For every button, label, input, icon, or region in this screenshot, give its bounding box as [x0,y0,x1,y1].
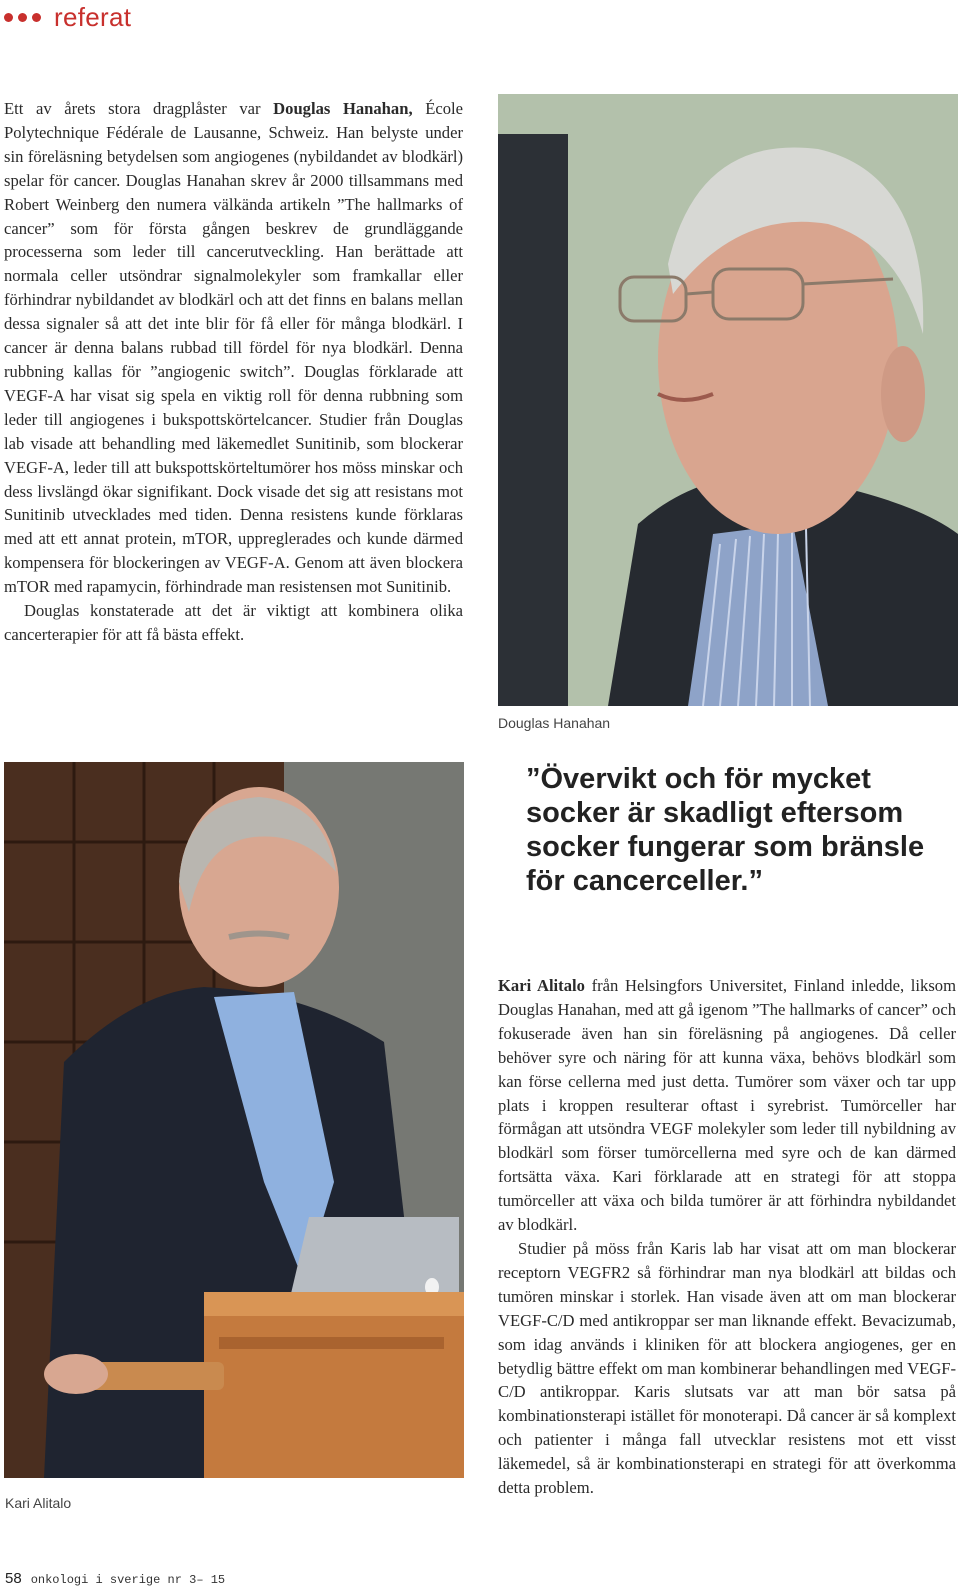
article-column-right [498,974,956,1500]
speaker-name: Kari Alitalo [498,976,585,995]
bullet-dot-icon [18,13,27,22]
paragraph: Douglas konstaterade att det är viktigt att kombinera olika cancerterapier för att få bästa effekt. [4,601,463,644]
pull-quote: ”Övervikt och för mycket socker är skadligt eftersom socker fungerar som bränsle för cancerceller.” [526,763,925,897]
paragraph: Studier på möss från Karis lab har visat att om man blockerar receptorn VEGFR2 så förhindrar man nya blodkärl att bildas och tumören minskar i storlek. Han visade även att om man blockerar VEGF-C/D med antikroppar ser man liknande effekt. Bevacizumab, som idag används i kliniken för att blockera angiogenes, ger en betydlig bättre effekt om man kombinerar behandlingen med VEGF-C/D antikroppar. Karis slutsats var att man bör satsa på kombinationsterapi istället för monoterapi. Då cancer är så komplext och patienter i många fall utvecklar resistens mot ett visst läkemedel, så är kombinationsterapi en strategi för att överkomma detta problem. [498,1238,956,1498]
page-number: 58 [5,1570,22,1587]
section-header [4,0,131,34]
page-footer [5,1570,225,1587]
paragraph: Kari Alitalo från Helsingfors Universitet, Finland inledde, liksom Douglas Hanahan, med att gå igenom ”The hallmarks of cancer” och fokuserade även han sin föreläsning på angiogenes. Då celler behöver syre och näring för att kunna växa, behövs blodkärl som kan förse cellerna med just detta. Tumörer som växer och tar upp plats i kroppen resulterar oftast i syrebrist. Tumörceller har förmågan att utsöndra VEGF molekyler som leder till nybildning av blodkärl som förser tumörcellerna med syre och de kan därmed fortsätta växa. Kari förklarade att en strategi för att stoppa tumörceller att växa och bilda tumörer är att förhindra nybildandet av blodkärl. [498,976,956,1235]
bullet-dot-icon [32,13,41,22]
photo-caption-alitalo: Kari Alitalo [5,1495,72,1511]
article-column-left [4,97,463,647]
paragraph: Ett av årets stora dragplåster var Douglas Hanahan, École Polytechnique Fédérale de Lausanne, Schweiz. Han belyste under sin föreläsning betydelsen som angiogenes (nybildandet av blodkärl) spelar för cancer. Douglas Hanahan skrev år 2000 tillsammans med Robert Weinberg den numera välkända artikeln ”The hallmarks of cancer” som för första gången beskrev de grundläggande processerna som leder till cancerutveckling. Han berättade att normala celler utsöndrar signalmolekyler som framkallar eller förhindrar nybildandet av blodkärl och att det finns en balans mellan dessa signaler så att det inte blir för få eller för många blodkärl. I cancer är denna balans rubbad till fördel för nya blodkärl. Denna rubbning kallas för ”angiogenic switch”. Douglas förklarade att VEGF-A har visat sig spela en viktig roll för denna rubbning som leder till angiogenes i bukspottskörtelcancer. Studier från Douglas lab visade att behandling med läkemedlet Sunitinib, som blockerar VEGF-A, leder till att bukspottskörteltumörer hos möss minskar och dess livslängd ökar signifikant. Dock visade det sig att resistans mot Sunitinib utvecklades med tiden. Denna resistens kunde förklaras med att ett annat protein, mTOR, uppreglerades och kunde därmed kompensera för blockeringen av VEGF-A. Genom att även blockera mTOR med rapamycin, förhindrade man resistensen mot Sunitinib. [4,99,463,597]
photo-kari-alitalo [4,762,464,1478]
photo-douglas-hanahan [498,94,958,706]
section-label: referat [54,1,132,32]
publication-name: onkologi i sverige nr 3– 15 [30,1573,226,1587]
photo-caption-hanahan: Douglas Hanahan [498,715,611,731]
speaker-name: Douglas Hanahan, [273,99,413,118]
bullet-dot-icon [4,13,13,22]
